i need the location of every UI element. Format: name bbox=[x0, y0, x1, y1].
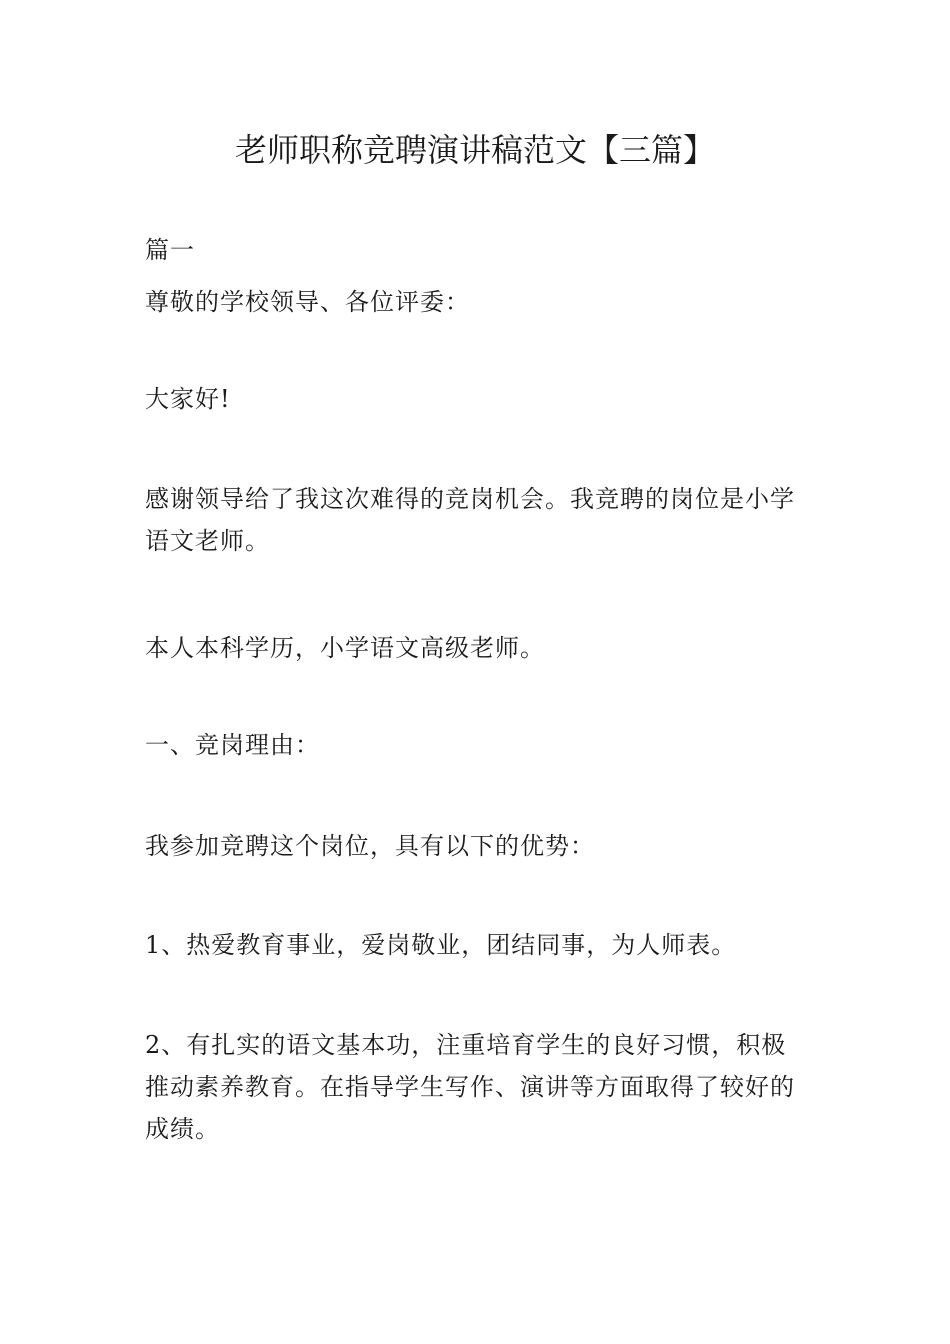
paragraph-education: 本人本科学历，小学语文高级老师。 bbox=[145, 634, 545, 662]
list-item-1: 1、热爱教育事业，爱岗敬业，团结同事，为人师表。 bbox=[145, 931, 737, 959]
paragraph-advantages: 我参加竞聘这个岗位，具有以下的优势： bbox=[145, 832, 595, 860]
greeting: 大家好! bbox=[145, 385, 231, 413]
heading-reasons: 一、竞岗理由： bbox=[145, 731, 320, 759]
salutation: 尊敬的学校领导、各位评委： bbox=[145, 288, 470, 316]
section-label: 篇一 bbox=[145, 236, 195, 264]
list-item-2: 2、有扎实的语文基本功，注重培育学生的良好习惯，积极推动素养教育。在指导学生写作、演讲等方面取得了较好的成绩。 bbox=[145, 1031, 795, 1143]
paragraph-thanks: 感谢领导给了我这次难得的竞岗机会。我竞聘的岗位是小学语文老师。 bbox=[145, 485, 795, 555]
document-title: 老师职称竞聘演讲稿范文【三篇】 bbox=[234, 131, 715, 169]
